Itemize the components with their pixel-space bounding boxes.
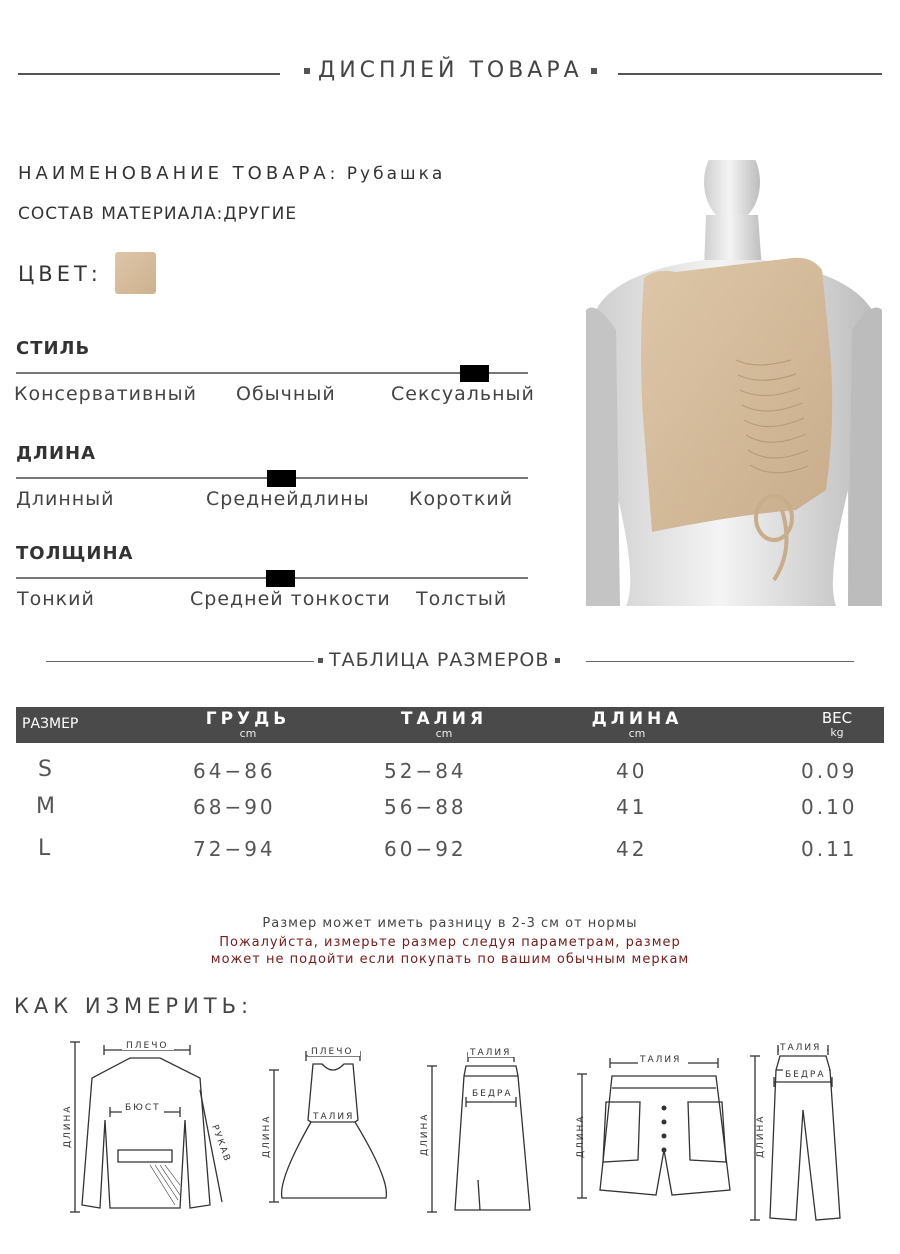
shorts-diagram <box>577 1058 730 1198</box>
product-photo <box>586 160 882 606</box>
style-section-title: СТИЛЬ <box>16 338 91 359</box>
length-cell: 40 <box>616 759 648 783</box>
header-size: РАЗМЕР <box>22 716 79 732</box>
label-hips: БЕДРА <box>785 1070 826 1080</box>
size-cell: L <box>38 836 54 861</box>
product-color-label: ЦВЕТ: <box>18 262 102 286</box>
style-option-3: Сексуальный <box>391 383 535 405</box>
label-hips: БЕДРА <box>472 1089 513 1099</box>
page-title: ДИСПЛЕЙ ТОВАРА <box>296 58 605 83</box>
length-section-title: ДЛИНА <box>16 443 97 464</box>
square-bullet-icon <box>318 658 323 663</box>
label-waist: ТАЛИЯ <box>470 1048 512 1058</box>
label-waist: ТАЛИЯ <box>640 1055 682 1065</box>
style-scale-line <box>16 372 528 374</box>
thickness-option-3: Толстый <box>416 588 508 610</box>
color-swatch <box>115 252 156 294</box>
header-rule-left <box>18 73 280 75</box>
skirt-diagram <box>427 1052 530 1212</box>
how-to-measure-title: КАК ИЗМЕРИТЬ: <box>14 994 254 1018</box>
label-length: ДЛИНА <box>576 1114 586 1158</box>
header-weight: ВЕС kg <box>821 709 853 739</box>
measure-note-1: Пожалуйста, измерьте размер следуя параметрам, размер <box>219 935 681 950</box>
square-bullet-icon <box>591 68 597 74</box>
table-rule-right <box>586 661 854 662</box>
waist-cell: 52−84 <box>384 759 467 783</box>
label-shoulder: ПЛЕЧО <box>311 1047 354 1057</box>
weight-cell: 0.09 <box>801 759 858 783</box>
weight-cell: 0.10 <box>801 795 858 819</box>
label-length: ДЛИНА <box>756 1114 766 1158</box>
thickness-option-1: Тонкий <box>17 588 95 610</box>
product-material: СОСТАВ МАТЕРИАЛА:ДРУГИЕ <box>18 204 298 224</box>
measure-diagrams <box>0 1030 900 1250</box>
length-cell: 42 <box>616 837 648 861</box>
bust-cell: 64−86 <box>193 759 276 783</box>
style-option-2: Обычный <box>236 383 336 405</box>
thickness-section-title: ТОЛЩИНА <box>16 543 134 564</box>
bust-cell: 72−94 <box>193 837 276 861</box>
measure-note-2: может не подойти если покупать по вашим обычным меркам <box>210 952 690 967</box>
length-cell: 41 <box>616 795 648 819</box>
weight-cell: 0.11 <box>801 837 858 861</box>
label-length: ДЛИНА <box>420 1112 430 1156</box>
size-table-title: ТАБЛИЦА РАЗМЕРОВ <box>318 649 560 671</box>
waist-cell: 60−92 <box>384 837 467 861</box>
label-sleeve: РУКАВ <box>209 1123 233 1165</box>
header-bust: ГРУДЬ cm <box>205 709 291 740</box>
square-bullet-icon <box>555 658 560 663</box>
square-bullet-icon <box>304 68 310 74</box>
waist-cell: 56−88 <box>384 795 467 819</box>
label-length: ДЛИНА <box>63 1104 73 1148</box>
label-shoulder: ПЛЕЧО <box>126 1041 169 1051</box>
product-name: НАИМЕНОВАНИЕ ТОВАРА: Рубашка <box>18 163 446 184</box>
thickness-marker <box>266 570 295 587</box>
shirt-diagram <box>70 1042 222 1212</box>
header-waist: ТАЛИЯ cm <box>400 709 488 740</box>
dress-diagram <box>269 1051 386 1202</box>
header-length: ДЛИНА cm <box>591 709 683 740</box>
length-option-3: Короткий <box>409 488 514 510</box>
size-cell: S <box>38 757 55 782</box>
length-marker <box>267 470 296 487</box>
style-marker <box>460 365 489 382</box>
size-note: Размер может иметь разницу в 2-3 см от нормы <box>262 916 638 931</box>
label-length: ДЛИНА <box>262 1114 272 1158</box>
header-rule-right <box>618 73 882 75</box>
label-bust: БЮСТ <box>125 1103 161 1113</box>
table-rule-left <box>46 661 314 662</box>
bust-cell: 68−90 <box>193 795 276 819</box>
label-waist: ТАЛИЯ <box>780 1043 822 1053</box>
size-cell: M <box>36 794 58 819</box>
style-option-1: Консервативный <box>14 383 197 405</box>
thickness-option-2: Средней тонкости <box>190 588 391 610</box>
label-waist: ТАЛИЯ <box>313 1112 355 1122</box>
length-option-2: Среднейдлины <box>206 488 370 510</box>
length-option-1: Длинный <box>16 488 115 510</box>
